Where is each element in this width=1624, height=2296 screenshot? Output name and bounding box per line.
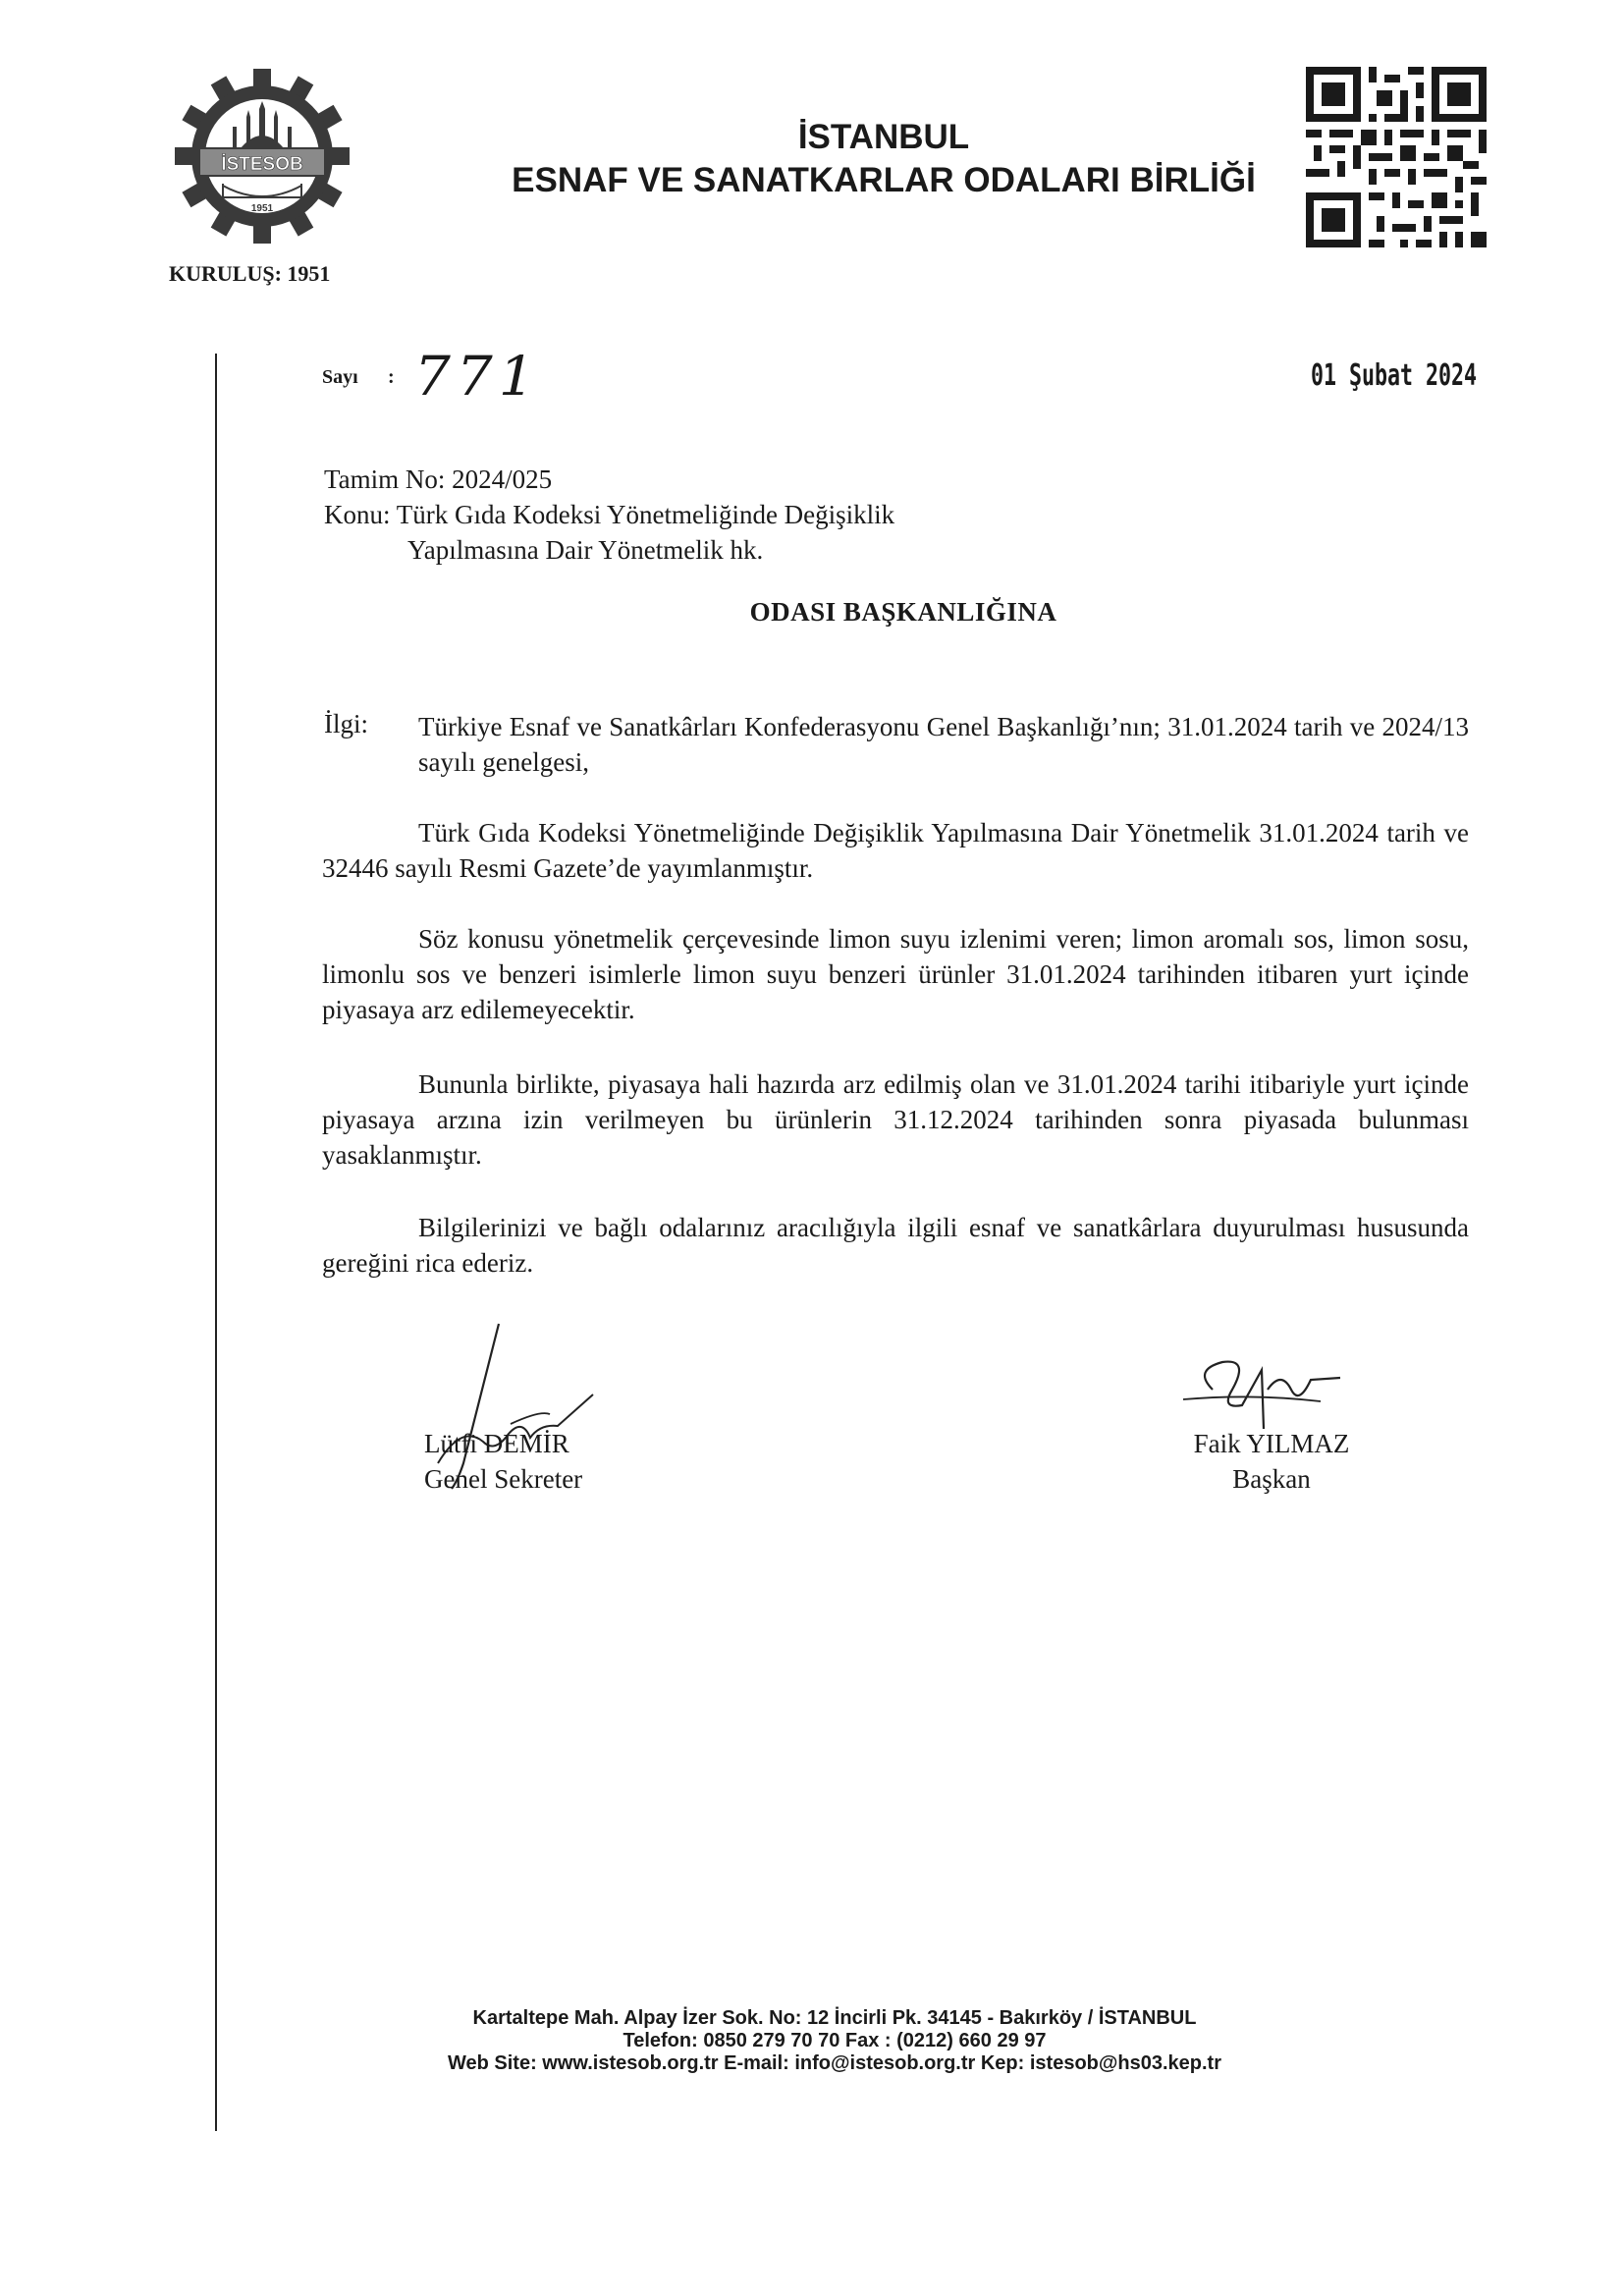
footer-address: Kartaltepe Mah. Alpay İzer Sok. No: 12 İncirli Pk. 34145 - Bakırköy / İSTANBUL xyxy=(472,2007,1197,2029)
number-colon: : xyxy=(388,366,395,388)
qr-code xyxy=(1306,67,1487,247)
signatory-right-title: Başkan xyxy=(1232,1464,1311,1494)
istesob-logo xyxy=(175,69,350,244)
signatory-right-name: Faik YILMAZ xyxy=(1193,1429,1350,1458)
logo-text: İSTESOB xyxy=(221,154,303,175)
reference-label: İlgi: xyxy=(324,709,368,738)
organization-title xyxy=(393,116,1375,202)
logo-year: 1951 xyxy=(250,203,274,214)
subject-line-2: Yapılmasına Dair Yönetmelik hk. xyxy=(407,535,764,565)
document-number: 771 xyxy=(414,344,541,409)
signatory-left-title: Genel Sekreter xyxy=(424,1464,583,1494)
body-paragraph-4: Bilgilerinizi ve bağlı odalarınız aracılığıyla ilgili esnaf ve sanatkârlara duyurulması hususunda gereğini rica ederiz. xyxy=(322,1213,1469,1278)
number-label: Sayı xyxy=(322,366,358,388)
title-line-2: ESNAF VE SANATKARLAR ODALARI BİRLİĞİ xyxy=(512,161,1256,199)
signatory-left-name: Lütfi DEMİR xyxy=(424,1429,569,1458)
circular-number: Tamim No: 2024/025 xyxy=(324,465,553,494)
founded-label: KURULUŞ: 1951 xyxy=(169,261,331,286)
reference-text: Türkiye Esnaf ve Sanatkârları Konfederasyonu Genel Başkanlığı’nın; 31.01.2024 tarih ve 2024/13 sayılı genelgesi, xyxy=(418,712,1469,777)
title-line-1: İSTANBUL xyxy=(797,118,970,156)
footer-contact xyxy=(196,2007,1473,2075)
footer-web: Web Site: www.istesob.org.tr E-mail: info@istesob.org.tr Kep: istesob@hs03.kep.tr xyxy=(447,2052,1221,2074)
body-paragraph-1: Türk Gıda Kodeksi Yönetmeliğinde Değişiklik Yapılmasına Dair Yönetmelik 31.01.2024 tarih ve 32446 sayılı Resmi Gazete’de yayımlanmıştır. xyxy=(322,818,1469,883)
footer-phone: Telefon: 0850 279 70 70 Fax : (0212) 660 29 97 xyxy=(623,2030,1047,2051)
margin-line xyxy=(215,354,217,2131)
subject-line-1: Konu: Türk Gıda Kodeksi Yönetmeliğinde Değişiklik xyxy=(324,500,895,529)
addressee: ODASI BAŞKANLIĞINA xyxy=(749,597,1057,627)
body-paragraph-3: Bununla birlikte, piyasaya hali hazırda arz edilmiş olan ve 31.01.2024 tarihi itibariyle yurt içinde piyasaya arzına izin verilmeyen bu ürünlerin 31.12.2024 tarihinden sonra piyasada bulunması yasaklanmıştır. xyxy=(322,1069,1469,1170)
body-paragraph-2: Söz konusu yönetmelik çerçevesinde limon suyu izlenimi veren; limon aromalı sos, limon sosu, limonlu sos ve benzeri isimlerle limon suyu benzeri ürünler 31.01.2024 tarihinden itibaren yurt içinde piyasaya arz edilemeyecektir. xyxy=(322,924,1469,1024)
document-date: 01 Şubat 2024 xyxy=(1311,358,1478,393)
